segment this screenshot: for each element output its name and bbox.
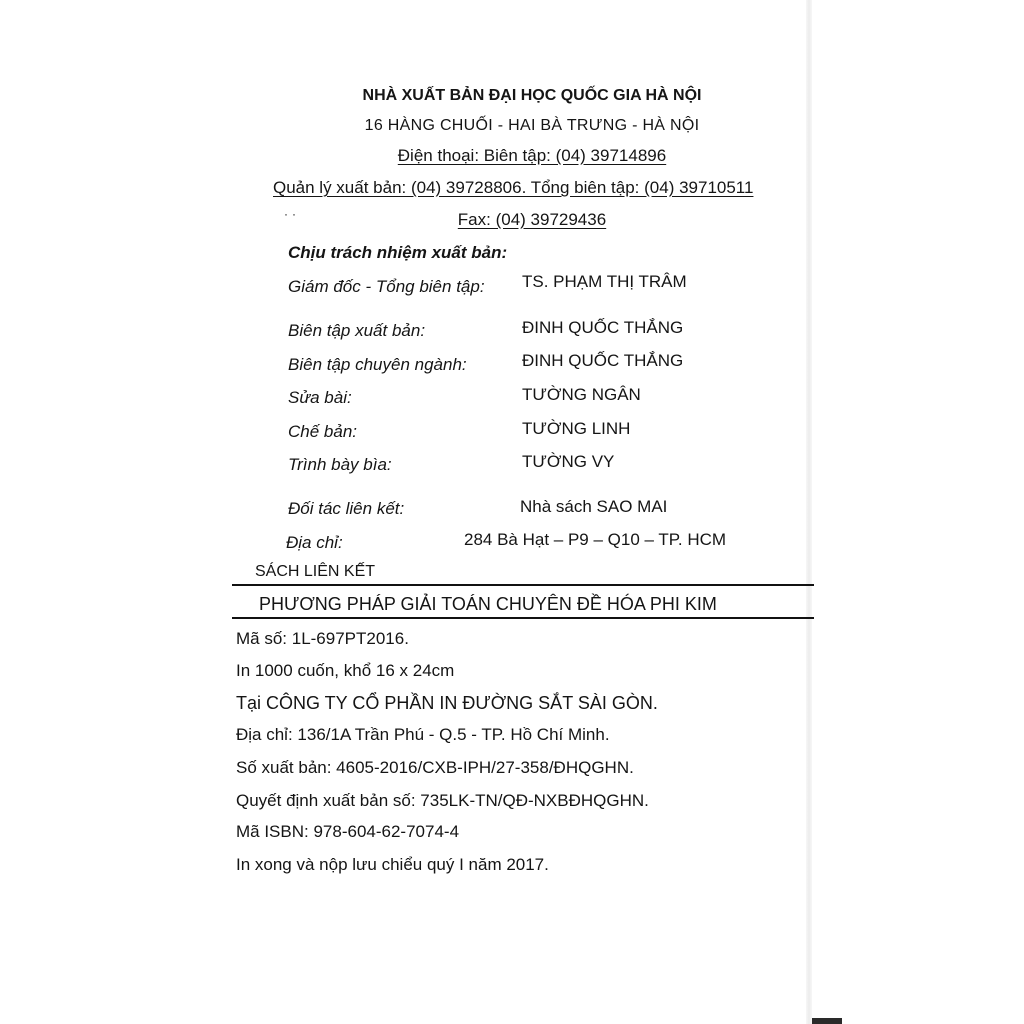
book-category: SÁCH LIÊN KẾT [255,563,376,580]
director-value: TS. PHẠM THỊ TRÂM [522,272,687,291]
imprint-printer: Tại CÔNG TY CỔ PHẦN IN ĐƯỜNG SẮT SÀI GÒN. [236,693,658,713]
partner-address-value: 284 Bà Hạt – P9 – Q10 – TP. HCM [464,530,727,549]
book-title: PHƯƠNG PHÁP GIẢI TOÁN CHUYÊN ĐỀ HÓA PHI KIM [259,594,717,614]
imprint-code: Mã số: 1L-697PT2016. [236,629,409,648]
editor-value: ĐINH QUỐC THẮNG [522,318,684,337]
partner-label: Đối tác liên kết: [288,499,405,518]
director-label: Giám đốc - Tổng biên tập: [288,277,485,296]
scan-specks: ·· [284,207,300,221]
partner-address-label: Địa chỉ: [286,533,343,552]
proofreader-value: TƯỜNG NGÂN [522,385,641,404]
editor-label: Biên tập xuất bản: [288,321,426,340]
imprint-printer-address: Địa chỉ: 136/1A Trần Phú - Q.5 - TP. Hồ Chí Minh. [236,725,610,744]
cover-design-label: Trình bày bìa: [288,455,392,474]
imprint-deposit: In xong và nộp lưu chiểu quý I năm 2017. [236,855,549,874]
cover-design-value: TƯỜNG VY [522,452,615,471]
proofreader-label: Sửa bài: [288,388,352,407]
publisher-name: NHÀ XUẤT BẢN ĐẠI HỌC QUỐC GIA HÀ NỘI [362,87,702,104]
title-rule-top [232,584,814,586]
partner-value: Nhà sách SAO MAI [520,497,668,516]
imprint-publishing-number: Số xuất bản: 4605-2016/CXB-IPH/27-358/ĐHQGHN. [236,758,634,777]
scan-artifact [812,1018,842,1024]
typesetting-value: TƯỜNG LINH [522,419,631,438]
phone-editor: Điện thoại: Biên tập: (04) 39714896 [397,146,667,165]
fax: Fax: (04) 39729436 [457,210,607,229]
specialist-editor-value: ĐINH QUỐC THẮNG [522,351,684,370]
imprint-print-run: In 1000 cuốn, khổ 16 x 24cm [236,661,455,680]
imprint-isbn: Mã ISBN: 978-604-62-7074-4 [236,822,460,841]
title-rule-bottom [232,617,814,619]
imprint-decision: Quyết định xuất bản số: 735LK-TN/QĐ-NXBĐHQGHN. [236,791,649,810]
phone-management: Quản lý xuất bản: (04) 39728806. Tổng biên tập: (04) 39710511 [273,178,754,197]
responsibility-heading: Chịu trách nhiệm xuất bản: [288,243,508,262]
specialist-editor-label: Biên tập chuyên ngành: [288,355,467,374]
publisher-address: 16 HÀNG CHUỐI - HAI BÀ TRƯNG - HÀ NỘI [364,117,700,134]
typesetting-label: Chế bản: [288,422,357,441]
